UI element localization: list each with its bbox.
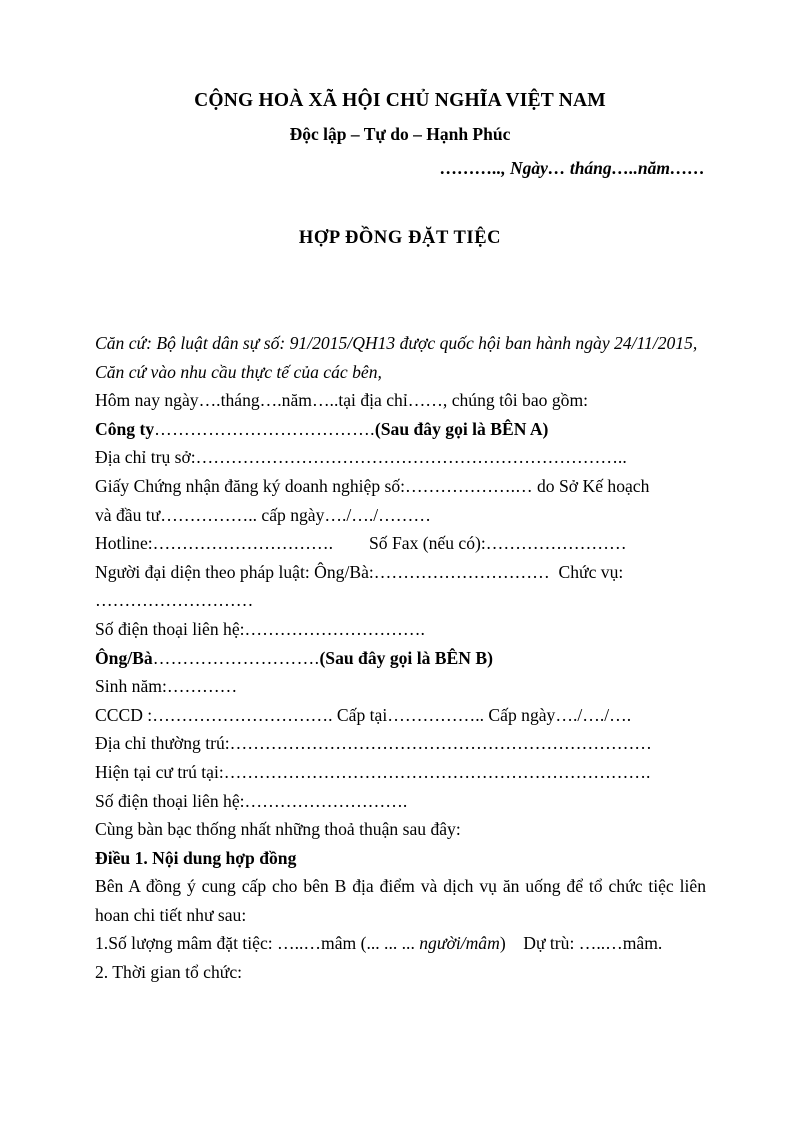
article-1-paragraph: Bên A đồng ý cung cấp cho bên B địa điểm và dịch vụ ăn uống để tổ chức tiệc liên hoan chi tiết như sau: bbox=[95, 876, 711, 925]
article-1-item-1-unit: người/mâm bbox=[419, 933, 500, 954]
party-a-phone: Số điện thoại liên hệ:…………………………. bbox=[95, 618, 425, 639]
party-b-person-line bbox=[95, 644, 706, 673]
party-a-contact-line bbox=[95, 529, 706, 558]
party-a-company-line bbox=[95, 415, 706, 444]
national-motto: Độc lập – Tự do – Hạnh Phúc bbox=[289, 124, 511, 144]
party-b-alias: (Sau đây gọi là BÊN B) bbox=[319, 647, 493, 668]
party-b-current-address: Hiện tại cư trú tại:………………………………………………………………. bbox=[95, 761, 651, 782]
document-title: HỢP ĐỒNG ĐẶT TIỆC bbox=[298, 228, 502, 248]
party-a-alias: (Sau đây gọi là BÊN A) bbox=[374, 418, 549, 439]
article-1-item-1-text-after: ) Dự trù: …..…mâm. bbox=[499, 933, 663, 954]
party-b-id-line: CCCD :…………………………. Cấp tại…………….. Cấp ngày…./…./…. bbox=[95, 704, 632, 725]
document-header bbox=[0, 88, 800, 183]
article-1-item-1-text-before: 1.Số lượng mâm đặt tiệc: …..…mâm (... ... ... bbox=[95, 933, 420, 954]
party-b-person-dots: ………………………. bbox=[152, 647, 320, 668]
legal-basis-law: Căn cứ: Bộ luật dân sự số: 91/2015/QH13 được quốc hội ban hành ngày 24/11/2015, bbox=[95, 333, 698, 353]
party-a-representative-line-2: ……………………… bbox=[95, 590, 254, 611]
party-a-hotline: Hotline:…………………………. bbox=[95, 533, 333, 554]
article-1-heading: Điều 1. Nội dung hợp đồng bbox=[95, 847, 297, 868]
party-b-phone: Số điện thoại liên hệ:………………………. bbox=[95, 790, 408, 811]
document-body bbox=[95, 329, 711, 987]
party-a-fax: Số Fax (nếu có):…………………… bbox=[369, 533, 627, 554]
party-a-company-label: Công ty bbox=[95, 418, 155, 439]
party-a-representative-line-1: Người đại diện theo pháp luật: Ông/Bà:………………………… Chức vụ: bbox=[95, 561, 624, 582]
party-b-permanent-address: Địa chỉ thường trú:……………………………………………………………… bbox=[95, 733, 652, 754]
national-title: CỘNG HOÀ XÃ HỘI CHỦ NGHĨA VIỆT NAM bbox=[194, 90, 606, 111]
agreement-intro: Cùng bàn bạc thống nhất những thoả thuận sau đây: bbox=[95, 819, 461, 840]
article-1-item-1 bbox=[95, 929, 706, 958]
party-a-business-license-line-1: Giấy Chứng nhận đăng ký doanh nghiệp số:……………….… do Sở Kế hoạch bbox=[95, 475, 650, 496]
today-date-line: Hôm nay ngày….tháng….năm…..tại địa chỉ……, chúng tôi bao gồm: bbox=[95, 390, 589, 411]
legal-basis-needs: Căn cứ vào nhu cầu thực tế của các bên, bbox=[95, 361, 382, 382]
party-a-company-dots: ………………………………. bbox=[154, 418, 375, 439]
party-b-birth-year: Sinh năm:………… bbox=[95, 676, 238, 697]
article-1-item-2: 2. Thời gian tổ chức: bbox=[95, 962, 243, 983]
date-place-line: ……….., Ngày… tháng…..năm…… bbox=[440, 158, 705, 178]
party-a-head-office: Địa chỉ trụ sở:……………………………………………………………….. bbox=[95, 447, 627, 468]
party-b-person-label: Ông/Bà bbox=[95, 647, 153, 668]
party-a-business-license-line-2: và đầu tư…………….. cấp ngày…./…./……… bbox=[95, 504, 431, 525]
